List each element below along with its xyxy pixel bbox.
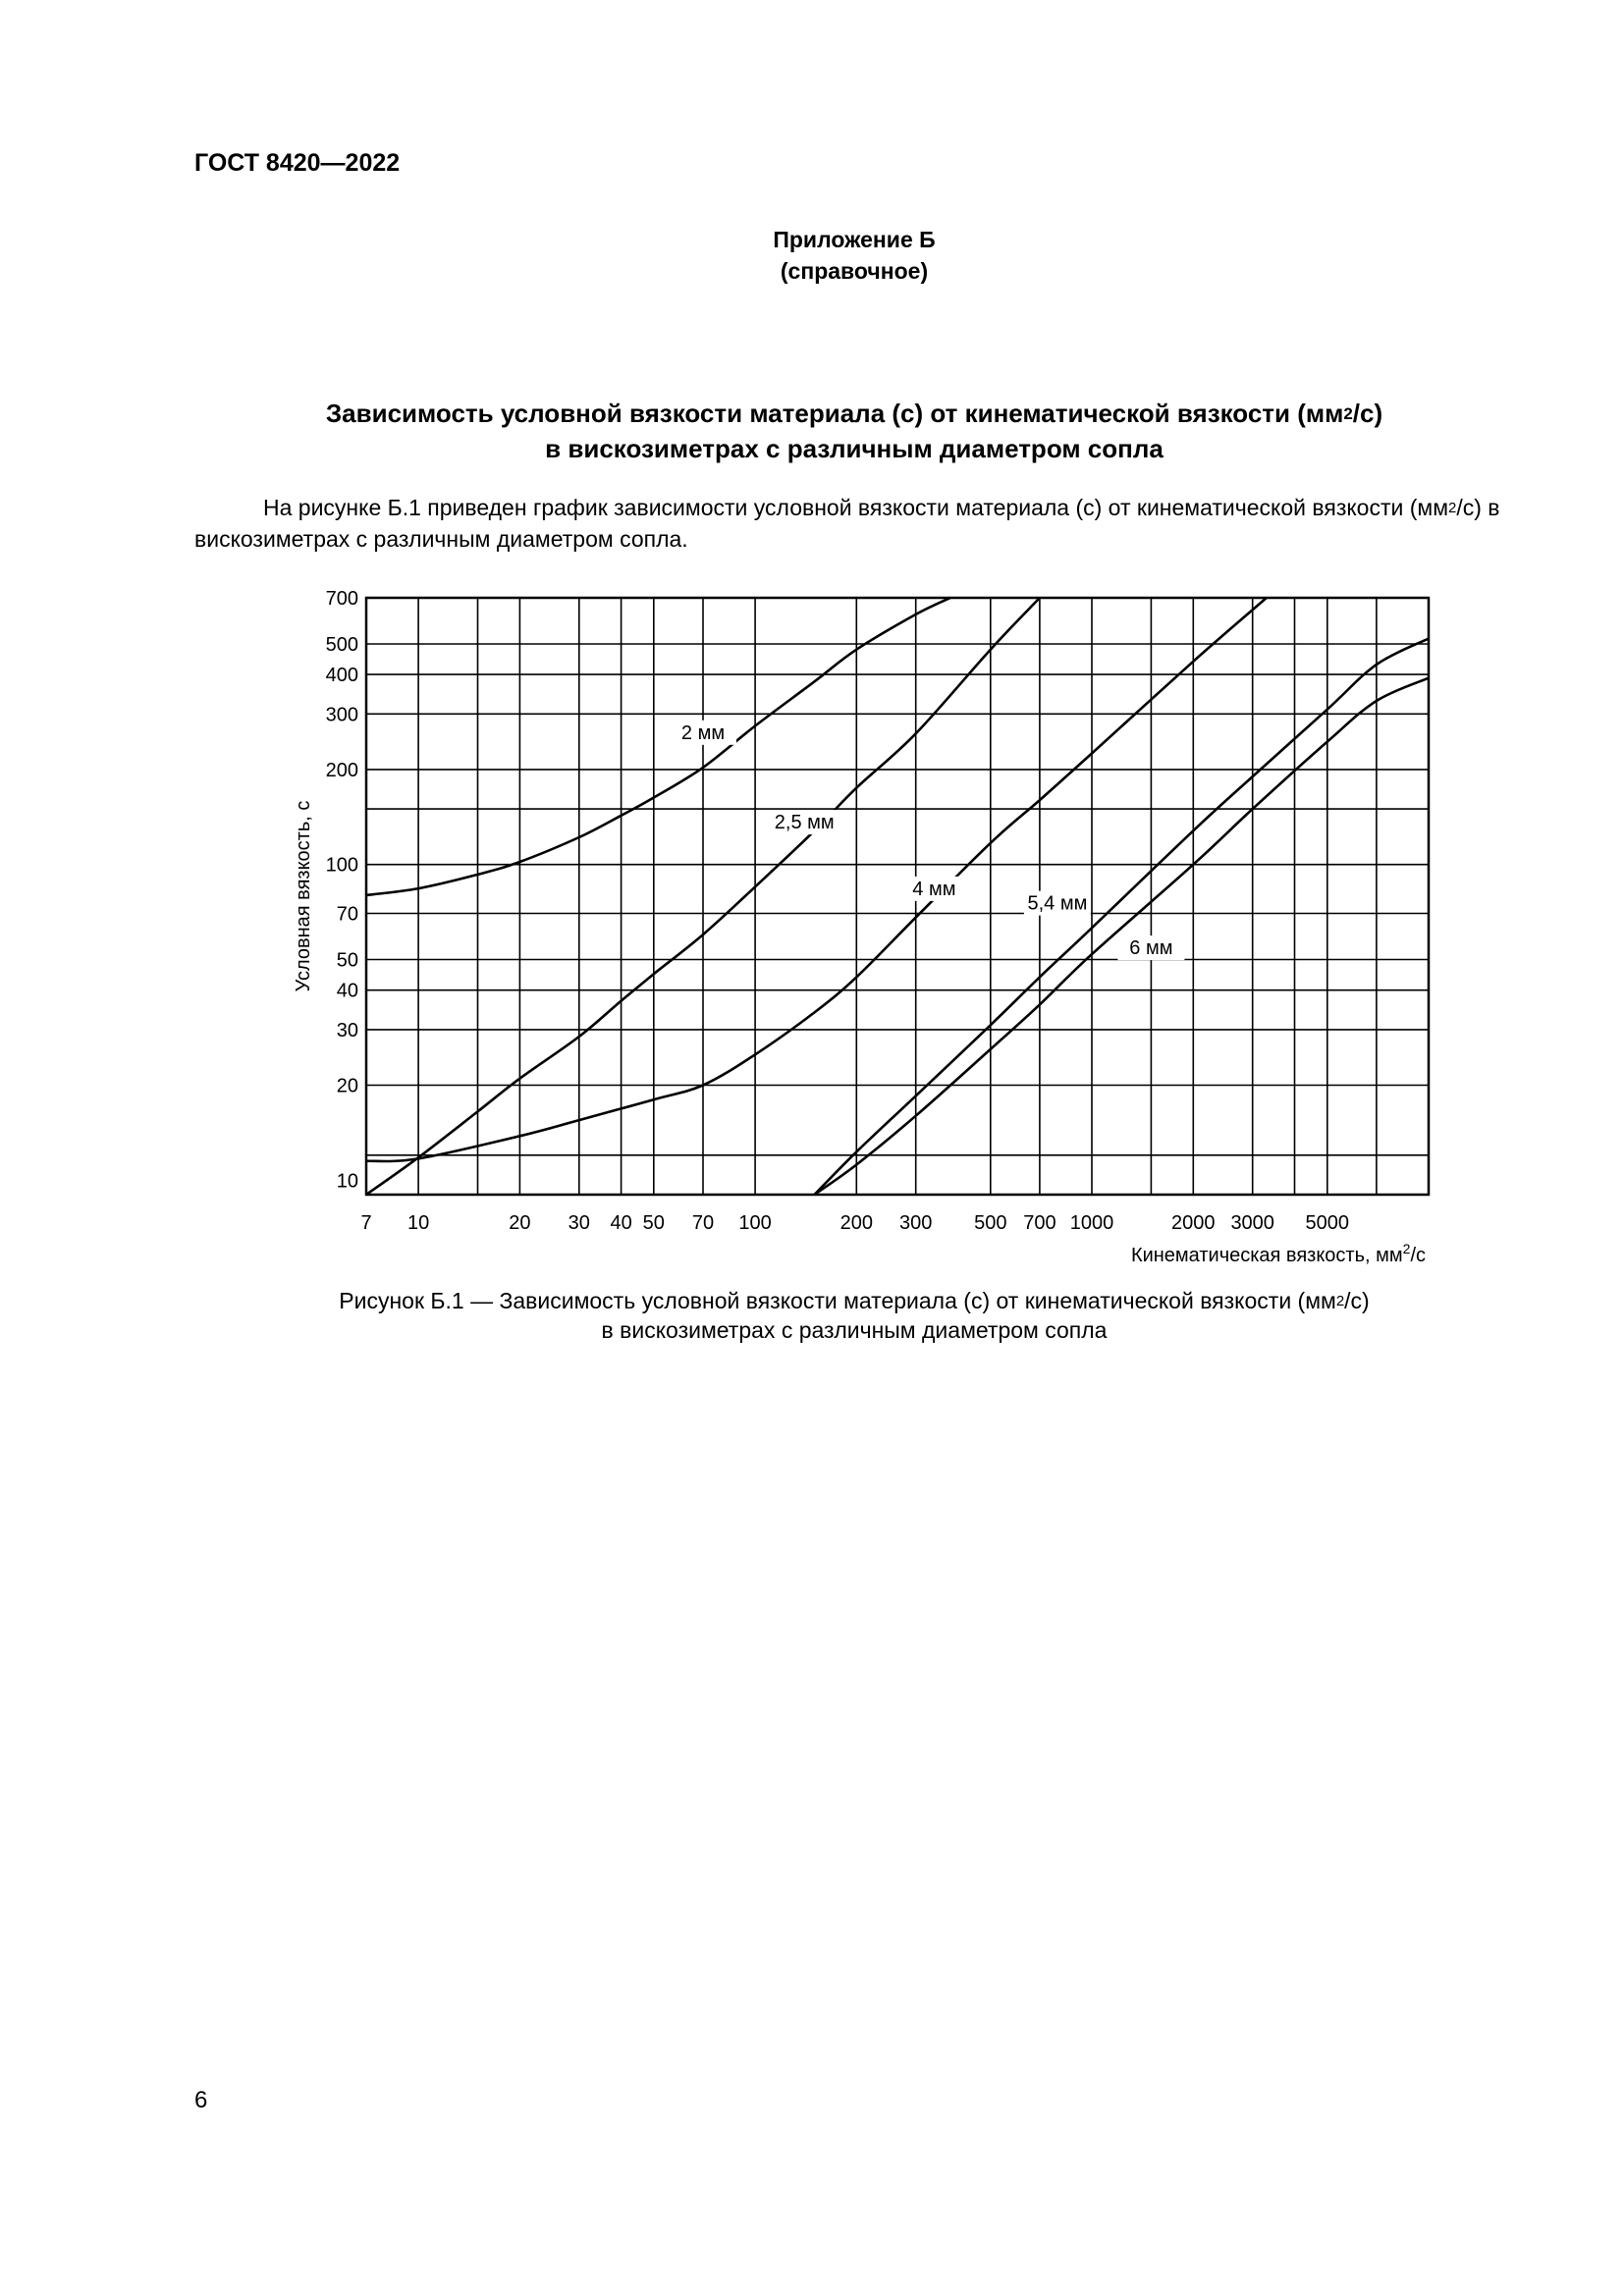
y-tick-label: 50 — [336, 949, 358, 972]
figure-caption — [0, 1286, 1624, 1345]
appendix-type: (справочное) — [780, 258, 929, 284]
x-tick-label: 700 — [1023, 1212, 1056, 1234]
section-title-line2: в вискозиметрах с различным диаметром сопла — [545, 434, 1164, 463]
y-tick-label: 400 — [325, 665, 358, 687]
y-tick-label: 30 — [336, 1019, 358, 1041]
x-tick-label: 50 — [642, 1212, 665, 1234]
x-tick-label: 3000 — [1230, 1212, 1274, 1234]
x-tick-label: 200 — [839, 1212, 873, 1234]
y-tick-label: 700 — [325, 588, 358, 610]
caption-line1: Рисунок Б.1 — Зависимость условной вязкости материала (с) от кинематической вязкости $(мм^2/с)$ — [339, 1288, 1370, 1313]
y-tick-label: 100 — [325, 854, 358, 877]
x-tick-labels — [360, 1212, 1349, 1234]
x-tick-label: 2000 — [1171, 1212, 1216, 1234]
x-tick-label: 20 — [509, 1212, 531, 1234]
series-label: 2,5 мм — [774, 812, 835, 834]
intro-paragraph: На рисунке Б.1 приведен график зависимости условной вязкости материала (с) от кинематической вязкости $(мм^2/с)$ в вискозиметрах с различным диаметром сопла. — [194, 495, 1500, 552]
chart-frame — [366, 598, 1429, 1195]
series-line-1 — [366, 598, 950, 895]
series-label: 4 мм — [912, 878, 956, 900]
x-tick-label: 500 — [974, 1212, 1007, 1234]
x-tick-label: 5000 — [1305, 1212, 1350, 1234]
series-label: 6 мм — [1129, 937, 1173, 960]
y-tick-label: 300 — [325, 704, 358, 726]
x-tick-label: 100 — [738, 1212, 772, 1234]
y-tick-label: 10 — [336, 1170, 358, 1193]
y-axis-label: Условная вязкость, с — [293, 800, 314, 992]
x-tick-label: 10 — [406, 1212, 430, 1234]
section-title-line1: Зависимость условной вязкости материала (с) от кинематической вязкости $(мм^2/с)$ — [325, 399, 1383, 428]
caption-line2: в вискозиметрах с различным диаметром сопла — [601, 1317, 1108, 1343]
document-header: ГОСТ 8420—2022 — [194, 149, 401, 177]
series-label: 5,4 мм — [1027, 892, 1088, 915]
y-tick-label: 40 — [336, 980, 358, 1002]
x-tick-label: 70 — [691, 1212, 715, 1234]
y-tick-label: 200 — [325, 759, 358, 781]
series-line-3 — [366, 598, 1267, 1161]
y-tick-label: 70 — [336, 903, 358, 926]
chart-series — [366, 598, 1429, 1195]
y-tick-label: 500 — [325, 634, 358, 656]
y-tick-label: 20 — [336, 1075, 358, 1097]
chart-grid — [366, 598, 1429, 1195]
y-tick-labels — [326, 588, 358, 1192]
series-line-4 — [815, 639, 1430, 1196]
x-tick-label: 40 — [610, 1212, 632, 1234]
x-tick-label: 30 — [568, 1212, 590, 1234]
x-tick-label: 300 — [899, 1212, 933, 1234]
x-tick-label: 1000 — [1069, 1212, 1114, 1234]
appendix-title: Приложение Б — [773, 227, 936, 252]
series-label: 2 мм — [680, 721, 726, 744]
page-number: 6 — [194, 2087, 208, 2113]
x-axis-label: Кинематическая вязкость, $мм^2/с$ — [1130, 1241, 1426, 1266]
x-tick-label: 7 — [360, 1212, 372, 1234]
